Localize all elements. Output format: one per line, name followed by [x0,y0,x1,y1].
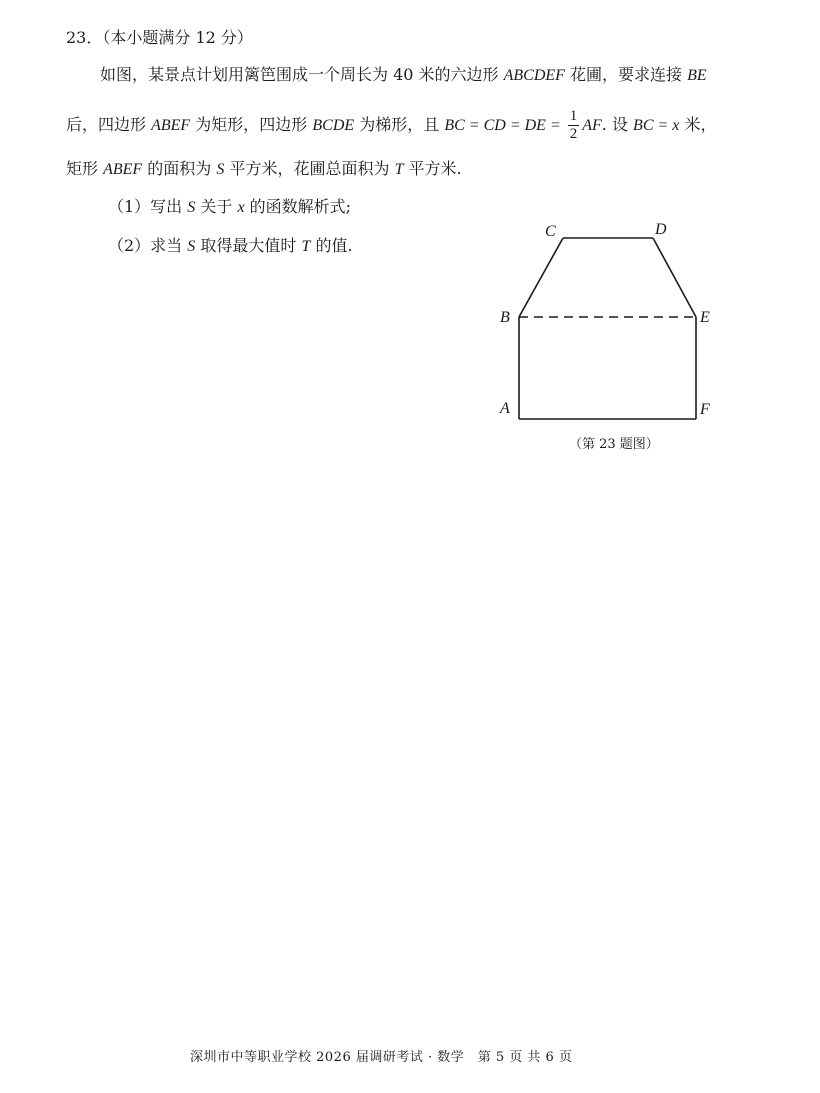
score-note: （本小题满分 12 分） [102,28,253,47]
variable-t: T [301,238,311,255]
fraction-denominator: 2 [569,126,578,142]
fraction-numerator: 1 [569,108,578,124]
variable-s: S [187,238,196,255]
variable-x: x [237,199,245,216]
problem-line-3 [66,158,462,181]
subquestion-1 [108,196,351,219]
hexagon-name: ABCDEF [503,67,565,84]
text-segment: 为梯形，且 [354,115,445,134]
fraction-one-half [568,108,580,143]
text-segment: 花圃，要求连接 [564,65,688,84]
edge-bc [519,238,563,317]
text-segment: 后，四边形 [66,115,152,134]
vertex-label-a: A [500,400,510,417]
rectangle-name: ABEF [151,117,191,134]
text-segment: （2）求当 [108,236,188,255]
problem-line-2 [66,108,716,143]
variable-s: S [187,199,196,216]
segment-be: BE [687,67,707,84]
vertex-label-e: E [700,309,710,326]
question-number: 23． [66,28,103,47]
equation-right: AF [582,117,602,134]
figure-caption: （第 23 题图） [569,437,659,452]
text-segment: 的面积为 [142,159,217,178]
vertex-label-c: C [545,223,556,240]
text-segment: 的值. [310,236,353,255]
question-header [66,27,253,49]
text-segment: 如图，某景点计划用篱笆围成一个周长为 40 米的六边形 [100,65,504,84]
vertex-label-b: B [500,309,510,326]
text-segment: 米， [679,115,717,134]
equation-left: BC = CD = DE = [444,117,565,134]
text-segment: （1）写出 [108,197,188,216]
text-segment: 取得最大值时 [195,236,302,255]
variable-s: S [216,161,225,178]
edge-de [653,238,696,317]
text-segment: 矩形 [66,159,104,178]
text-segment: 平方米. [403,159,462,178]
text-segment: 的函数解析式; [244,197,352,216]
rectangle-name: ABEF [103,161,143,178]
vertex-label-d: D [655,221,667,238]
text-segment: . 设 [601,115,634,134]
text-segment: 平方米，花圃总面积为 [224,159,395,178]
text-segment: 为矩形，四边形 [190,115,313,134]
subquestion-2 [108,235,353,258]
trapezoid-name: BCDE [312,117,355,134]
vertex-label-f: F [700,401,710,418]
text-segment: 关于 [195,197,238,216]
variable-t: T [394,161,404,178]
variable-definition: BC = x [633,117,680,134]
page-footer: 深圳市中等职业学校 2026 届调研考试 · 数学 第 5 页 共 6 页 [190,1050,573,1065]
problem-line-1 [100,64,707,87]
